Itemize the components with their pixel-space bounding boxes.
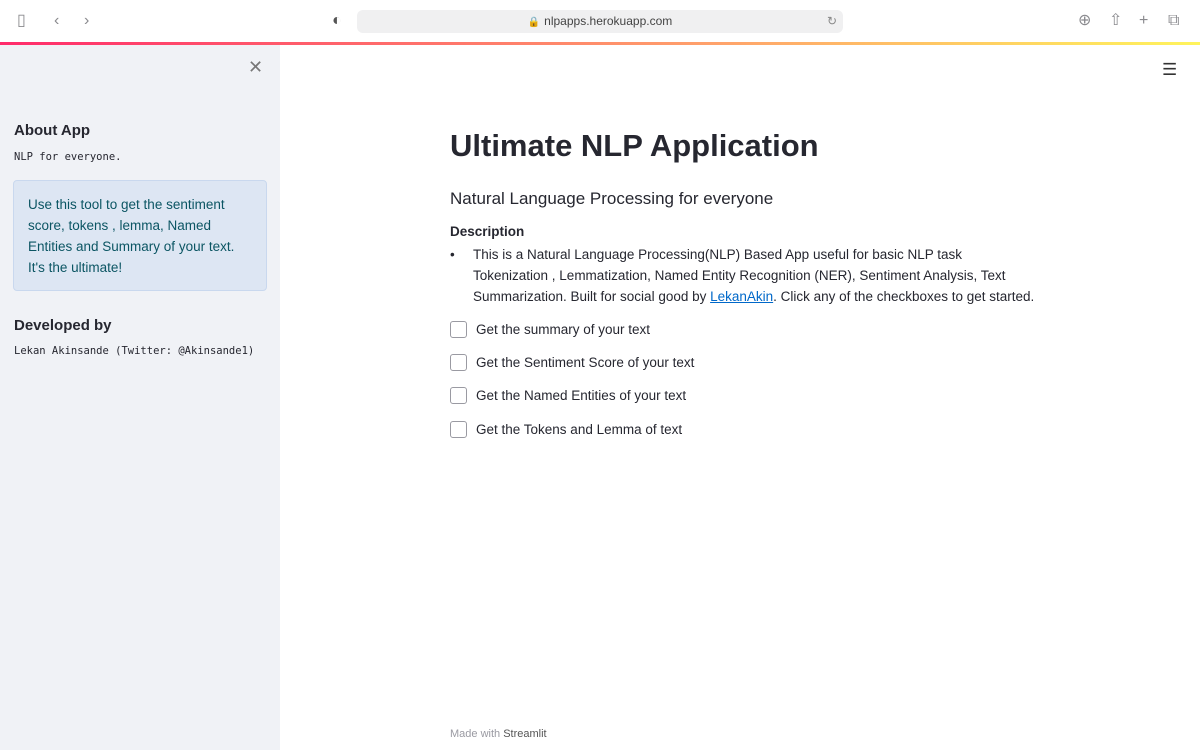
footer-made-with: Made with xyxy=(450,728,501,740)
forward-icon[interactable]: › xyxy=(84,12,90,29)
checkbox-label: Get the summary of your text xyxy=(476,322,651,337)
back-icon[interactable]: ‹ xyxy=(54,12,60,29)
about-heading: About App xyxy=(14,122,91,139)
url-text: nlpapps.herokuapp.com xyxy=(544,14,673,28)
sidebar-toggle-icon[interactable]: ▯ xyxy=(17,12,26,29)
developer-text: Lekan Akinsande (Twitter: @Akinsande1) xyxy=(14,345,255,357)
checkbox-box[interactable] xyxy=(450,387,467,404)
checkbox-sentiment[interactable] xyxy=(450,354,694,371)
description-heading: Description xyxy=(450,224,525,239)
checkbox-label: Get the Sentiment Score of your text xyxy=(476,355,695,370)
info-box: Use this tool to get the sentiment score, tokens , lemma, Named Entities and Summary of your text. It's the ultimate! xyxy=(13,180,267,291)
developer-heading: Developed by xyxy=(14,317,112,334)
checkbox-tokens-lemma[interactable] xyxy=(450,421,682,438)
checkbox-label: Get the Tokens and Lemma of text xyxy=(476,422,683,437)
browser-toolbar xyxy=(0,0,1200,42)
share-icon[interactable]: ⇧ xyxy=(1109,12,1123,29)
new-tab-icon[interactable]: + xyxy=(1139,12,1149,29)
about-text: NLP for everyone. xyxy=(14,151,122,163)
hamburger-menu-icon[interactable]: ☰ xyxy=(1162,60,1178,79)
description-text: This is a Natural Language Processing(NLP) Based App useful for basic NLP task Tokenization , Lemmatization, Named Entity Recognition (NER), Sentiment Analysis, Text Summarization. Built for social good by xyxy=(473,247,1006,304)
reload-icon[interactable]: ↻ xyxy=(826,14,837,28)
checkbox-box[interactable] xyxy=(450,421,467,438)
checkbox-summary[interactable] xyxy=(450,321,650,338)
author-link[interactable]: LekanAkin xyxy=(710,289,774,304)
page-title: Ultimate NLP Application xyxy=(450,128,819,163)
sidebar xyxy=(0,45,280,750)
close-sidebar-icon[interactable]: ✕ xyxy=(248,57,264,77)
download-icon[interactable]: ⊕ xyxy=(1078,12,1092,29)
lock-icon: 🔒 xyxy=(527,17,541,28)
tabs-overview-icon[interactable]: ⧉ xyxy=(1168,12,1180,29)
description-bullet xyxy=(450,244,1040,307)
footer xyxy=(450,728,547,740)
description-text-end: . Click any of the checkboxes to get started. xyxy=(773,289,1035,304)
checkbox-box[interactable] xyxy=(450,354,467,371)
shield-icon[interactable]: ◐ xyxy=(332,12,342,29)
page-subtitle: Natural Language Processing for everyone xyxy=(450,189,774,208)
streamlit-link[interactable]: Streamlit xyxy=(503,728,547,740)
checkbox-label: Get the Named Entities of your text xyxy=(476,388,687,403)
address-bar[interactable] xyxy=(357,10,843,33)
checkbox-named-entities[interactable] xyxy=(450,387,686,404)
checkbox-box[interactable] xyxy=(450,321,467,338)
